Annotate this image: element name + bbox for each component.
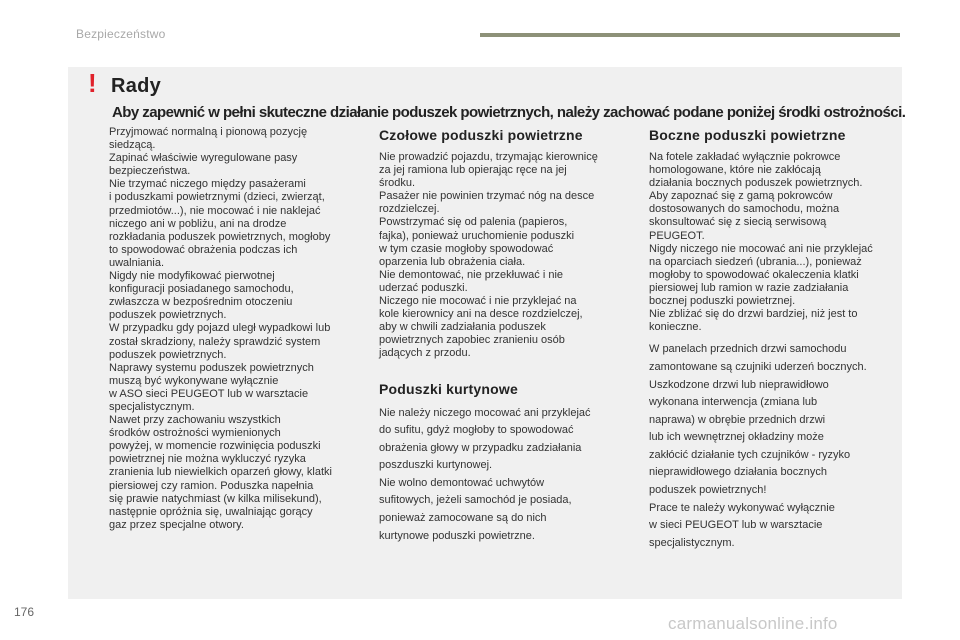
front-airbags-text: Nie prowadzić pojazdu, trzymając kierownicę za jej ramiona lub opierając ręce na jej środku. Pasażer nie powinien trzymać nóg na desce rozdzielczej. Powstrzymać się od palenia (papieros, fajka), ponieważ uruchomienie poduszki w tym czasie mogłoby spowodować oparzenia lub obrażenia ciała. Nie demontować, nie przekłuwać i nie uderzać poduszki. Niczego nie mocować i nie przyklejać na kole kierownicy ani na desce rozdzielczej, aby w chwili zadziałania poduszek powietrznych zapobiec zranieniu osób jadących z przodu. (379, 151, 598, 360)
column-side-airbags (649, 126, 901, 552)
column-general-advice (109, 126, 361, 532)
curtain-airbags-text: Nie należy niczego mocować ani przyklejać do sufitu, gdyż mogłoby to spowodować obrażenia głowy w przypadku zadziałania poszduszki kurtynowej. Nie wolno demontować uchwytów sufitowych, jeżeli samochód je posiada, ponieważ zamocowane są do nich kurtynowe poduszki powietrzne. (379, 406, 591, 542)
page-number: 176 (14, 605, 35, 619)
section-title: Bezpieczeństwo (76, 27, 166, 41)
header-divider-bar (480, 33, 900, 37)
panel-intro: Aby zapewnić w pełni skuteczne działanie poduszek powietrznych, należy zachować podane poniżej środki ostrożności. (112, 104, 906, 121)
column-front-curtain-airbags (379, 126, 637, 545)
side-airbags-text: Na fotele zakładać wyłącznie pokrowce homologowane, które nie zakłócają działania bocznych poduszek powietrznych. Aby zapoznać się z gamą pokrowców dostosowanych do samochodu, można skonsultować się z siecią serwisową PEUGEOT. Nigdy niczego nie mocować ani nie przyklejać na oparciach siedzeń (ubrania...), ponieważ mogłoby to spowodować okaleczenia klatki piersiowej lub ramion w razie zadziałania bocznej poduszki powietrznej. Nie zbliżać się do drzwi bardziej, niż jest to konieczne. (649, 151, 873, 334)
curtain-airbags-heading: Poduszki kurtynowe (379, 380, 518, 397)
general-advice-text: Przyjmować normalną i pionową pozycję siedzącą. Zapinać właściwie wyregulowane pasy bezpieczeństwa. Nie trzymać niczego między pasażerami i poduszkami powietrznymi (dzieci, zwierząt, przedmiotów...), nie mocować i nie naklejać niczego ani w pobliżu, ani na drodze rozkładania poduszek powietrznych, mogłoby to spowodować obrażenia podczas ich uwalniania. Nigdy nie modyfikować pierwotnej konfiguracji posiadanego samochodu, zwłaszcza w bezpośrednim otoczeniu poduszek powietrznych. W przypadku gdy pojazd uległ wypadkowi lub został skradziony, należy sprawdzić system poduszek powietrznych. Naprawy systemu poduszek powietrznych muszą być wykonywane wyłącznie w ASO sieci PEUGEOT lub w warsztacie specjalistycznym. Nawet przy zachowaniu wszystkich środków ostrożności wymienionych powyżej, w momencie rozwinięcia poduszki powietrznej nie można wykluczyć ryzyka zranienia lub niewielkich oparzeń głowy, klatki piersiowej czy ramion. Poduszka napełnia się prawie natychmiast (w kilka milisekund), następnie opróżnia się, uwalniając gorący gaz przez specjalne otwory. (109, 126, 332, 531)
exclamation-icon: ! (88, 68, 97, 98)
panel-title: Rady (111, 75, 162, 97)
side-sensors-text: W panelach przednich drzwi samochodu zamontowane są czujniki uderzeń bocznych. Uszkodzone drzwi lub nieprawidłowo wykonana interwencja (zmiana lub naprawa) w obrębie przednich drzwi lub ich wewnętrznej okładziny może zakłócić działanie tych czujników - ryzyko nieprawidłowego działania bocznych poduszek powietrznych! Prace te należy wykonywać wyłącznie w sieci PEUGEOT lub w warsztacie specjalistycznym. (649, 343, 867, 549)
watermark: carmanualsonline.info (668, 614, 838, 633)
side-airbags-heading: Boczne poduszki powietrzne (649, 127, 846, 143)
front-airbags-heading: Czołowe poduszki powietrzne (379, 127, 583, 143)
